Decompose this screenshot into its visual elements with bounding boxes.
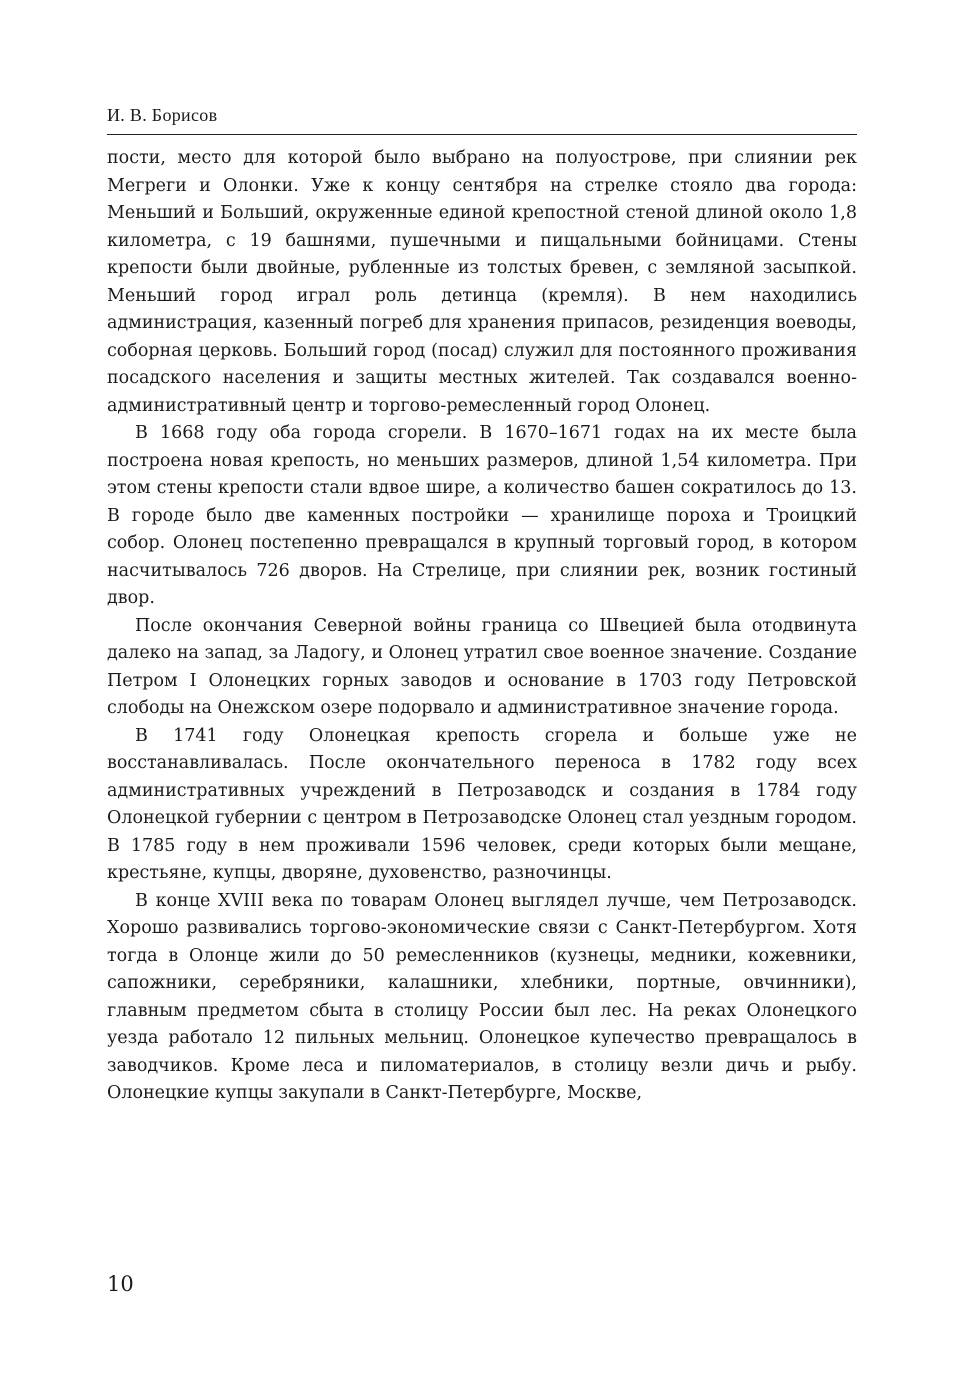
paragraph-2: В 1668 году оба города сгорели. В 1670–1671 годах на их месте была построена новая крепость, но меньших размеров, длиной 1,54 километра. При этом стены крепости стали вдвое шире, а количество башен сократилось до 13. В городе было две каменных постройки — хранилище пороха и Троицкий собор. Олонец постепенно превращался в крупный торговый город, в котором насчитывалось 726 дворов. На Стрелице, при слиянии рек, возник гостиный двор. [107, 423, 857, 608]
paragraph-3: После окончания Северной войны граница со Швецией была отодвинута далеко на запад, за Ладогу, и Олонец утратил свое военное значение. Создание Петром I Олонецких горных заводов и основание в 1703 году Петровской слободы на Онежском озере подорвало и административное значение города. [107, 615, 857, 718]
page-number: 10 [107, 1272, 134, 1296]
paragraph-1: пости, место для которой было выбрано на полуострове, при слиянии рек Мегреги и Олонки. Уже к концу сентября на стрелке стояло два города: Меньший и Больший, окруженные единой крепостной стеной длиной около 1,8 километра, с 19 башнями, пушечными и пищальными бойницами. Стены крепости были двойные, рубленные из толстых бревен, с земляной засыпкой. Меньший город играл роль детинца (кремля). В нем находились администрация, казенный погреб для хранения припасов, резиденция воеводы, соборная церковь. Больший город (посад) служил для постоянного проживания посадского населения и защиты местных жителей. Так создавался военно-административный центр и торгово-ремесленный город Олонец. [107, 148, 857, 416]
paragraph-4: В 1741 году Олонецкая крепость сгорела и больше уже не восстанавливалась. После окончательного переноса в 1782 году всех административных учреждений в Петрозаводск и создания в 1784 году Олонецкой губернии с центром в Петрозаводске Олонец стал уездным городом. В 1785 году в нем проживали 1596 человек, среди которых были мещане, крестьяне, купцы, дворяне, духовенство, разночинцы. [107, 725, 857, 883]
body-text [107, 145, 857, 1108]
header-author: И. В. Борисов [107, 105, 218, 125]
running-header [107, 104, 857, 135]
paragraph-5: В конце XVIII века по товарам Олонец выглядел лучше, чем Петрозаводск. Хорошо развивались торгово-экономические связи с Санкт-Петербургом. Хотя тогда в Олонце жили до 50 ремесленников (кузнецы, медники, кожевники, сапожники, серебряники, калашники, хлебники, портные, овчинники), главным предметом сбыта в столицу России был лес. На реках Олонецкого уезда работало 12 пильных мельниц. Олонецкое купечество превращалось в заводчиков. Кроме леса и пиломатериалов, в столицу везли дичь и рыбу. Олонецкие купцы закупали в Санкт-Петербурге, Москве, [107, 890, 857, 1103]
